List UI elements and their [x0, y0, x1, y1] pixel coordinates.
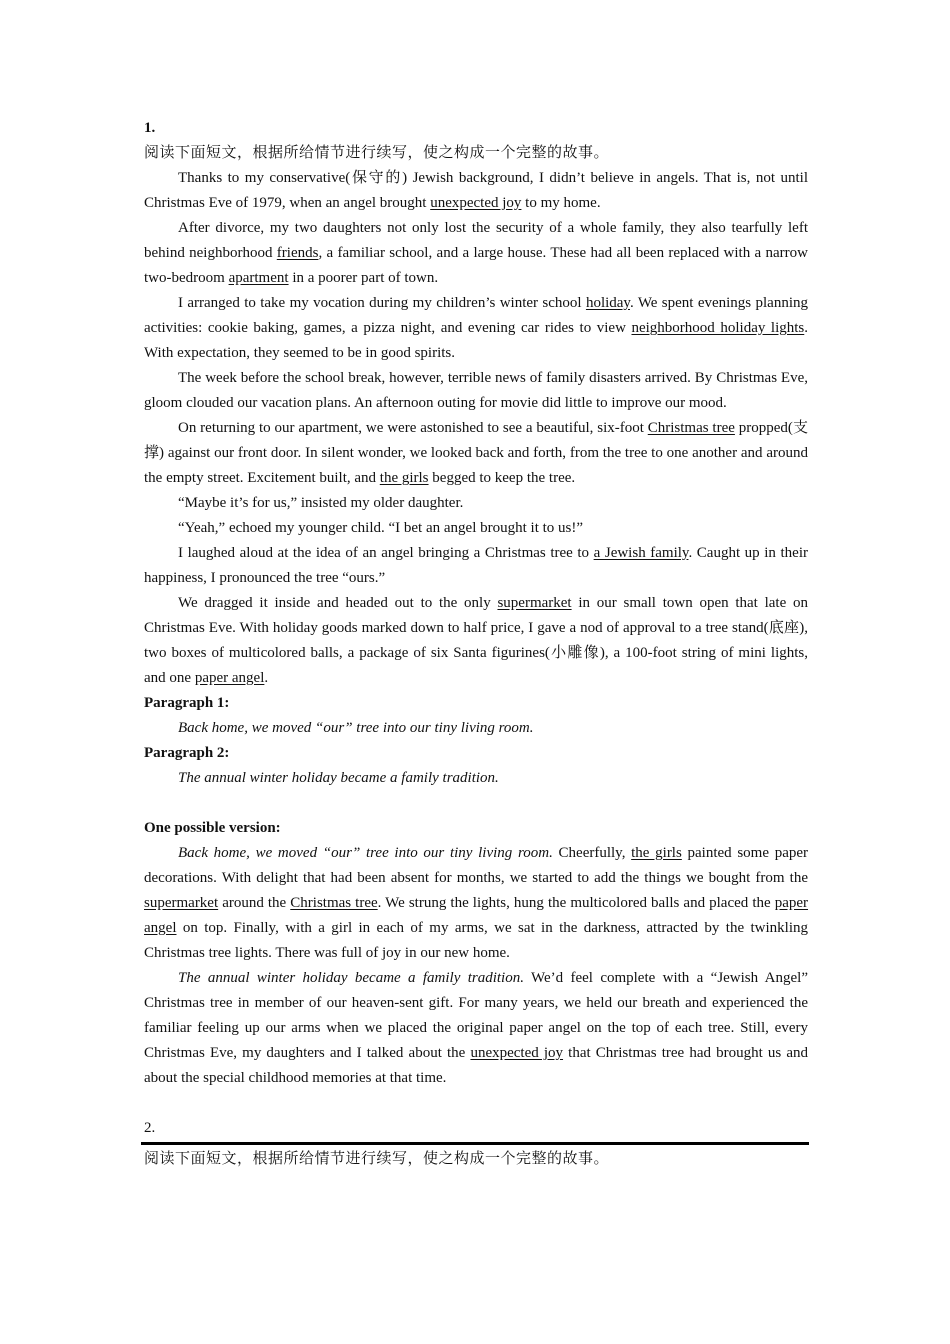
text-run: “Maybe it’s for us,” insisted my older daughter. [178, 495, 464, 511]
underlined-phrase: unexpected joy [430, 195, 522, 211]
text-run: . We spent evenings planning activities: cookie baking, games, a pizza night, and evening car rides to view [144, 295, 809, 336]
underlined-phrase: holiday [585, 295, 630, 311]
text-run: After divorce, my two daughters not only lost the security of a whole family, they also tearfully left behind neighborhood [144, 220, 808, 261]
text-run: in our small town open that late on Christmas Eve. With holiday goods marked down to half price, I gave a nod of approval to a tree stand(底座), two boxes of multicolored balls, a package of six Santa figurines(小雕像), a 100-foot string of mini lights, and one [144, 595, 808, 686]
underlined-phrase: supermarket [144, 895, 219, 911]
question-2-instruction: 阅读下面短文，根据所给情节进行续写，使之构成一个完整的故事。 [144, 1151, 610, 1167]
underlined-phrase: paper angel [144, 895, 809, 936]
text-run: . Caught up in their happiness, I pronounced the tree “ours.” [144, 545, 808, 586]
text-run: “Yeah,” echoed my younger child. “I bet an angel brought it to us!” [178, 520, 584, 536]
text-run: The week before the school break, however, terrible news of family disasters arrived. By Christmas Eve, gloom clouded our vacation plans. An afternoon outing for movie did little to improve our mood. [144, 370, 808, 411]
paragraph-1-prompt: Back home, we moved “our” tree into our tiny living room. [178, 720, 534, 736]
underlined-phrase: Christmas tree [290, 895, 378, 911]
underlined-phrase: neighborhood holiday lights [631, 320, 805, 336]
divider [141, 1142, 809, 1145]
text-run: . [264, 670, 269, 686]
text-run: We’d feel complete with a “Jewish Angel” Christmas tree in member of our heaven-sent gift. For many years, we held our breath and experienced the familiar feeling up our arms when we placed the original paper angel on the top of each tree. Still, every Christmas Eve, my daughters and I talked about the [144, 970, 808, 1061]
text-run: We dragged it inside and headed out to the only [178, 595, 498, 611]
paragraph-2-prompt: The annual winter holiday became a family tradition. [178, 770, 499, 786]
text-run: painted some paper decorations. With delight that had been absent for months, we started to add the things we bought from the [144, 845, 809, 886]
passage-paragraph [144, 216, 808, 291]
passage-paragraph [144, 516, 808, 541]
italic-prompt-text: The annual winter holiday became a family tradition. [178, 970, 524, 986]
text-run: I laughed aloud at the idea of an angel bringing a Christmas tree to [178, 545, 594, 561]
text-run: begged to keep the tree. [428, 470, 576, 486]
underlined-phrase: the girls [631, 845, 682, 861]
question-2-number: 2. [144, 1120, 156, 1136]
text-run: to my home. [521, 195, 601, 211]
spacer [144, 1091, 808, 1116]
question-1-number: 1. [144, 120, 156, 136]
underlined-phrase: Christmas tree [647, 420, 735, 436]
passage-paragraph [144, 291, 808, 366]
passage-paragraph [144, 166, 808, 216]
underlined-phrase: paper angel [194, 670, 265, 686]
text-run: in a poorer part of town. [288, 270, 439, 286]
version-paragraph [144, 841, 808, 966]
version-label: One possible version: [144, 820, 281, 836]
underlined-phrase: apartment [228, 270, 289, 286]
text-run: On returning to our apartment, we were astonished to see a beautiful, six-foot [178, 420, 648, 436]
text-run: around the [218, 895, 291, 911]
underlined-phrase: a Jewish family [593, 545, 689, 561]
paragraph-2-label: Paragraph 2: [144, 745, 230, 761]
underlined-phrase: the girls [379, 470, 429, 486]
text-run: on top. Finally, with a girl in each of my arms, we sat in the darkness, attracted by the twinkling Christmas tree lights. There was full of joy in our new home. [144, 920, 808, 961]
passage [144, 166, 808, 691]
passage-paragraph [144, 366, 808, 416]
text-run: Thanks to my conservative(保守的) Jewish background, I didn’t believe in angels. That is, not until Christmas Eve of 1979, when an angel brought [144, 170, 808, 211]
text-run: , a familiar school, and a large house. These had all been replaced with a narrow two-bedroom [144, 245, 808, 286]
document-page [144, 116, 808, 1172]
text-run: that Christmas tree had brought us and about the special childhood memories at that time. [144, 1045, 809, 1086]
text-run: I arranged to take my vocation during my children’s winter school [178, 295, 586, 311]
underlined-phrase: friends [276, 245, 319, 261]
paragraph-1-label: Paragraph 1: [144, 695, 230, 711]
text-run: Cheerfully, [552, 845, 632, 861]
text-run: . With expectation, they seemed to be in good spirits. [144, 320, 808, 361]
underlined-phrase: unexpected joy [470, 1045, 564, 1061]
question-1-instruction: 阅读下面短文，根据所给情节进行续写，使之构成一个完整的故事。 [144, 145, 610, 161]
version-paragraph [144, 966, 808, 1091]
passage-paragraph [144, 491, 808, 516]
text-run: . We strung the lights, hung the multicolored balls and placed the [377, 895, 775, 911]
italic-prompt-text: Back home, we moved “our” tree into our tiny living room. [178, 845, 553, 861]
spacer [144, 791, 808, 816]
passage-paragraph [144, 591, 808, 691]
text-run: propped(支撑) against our front door. In silent wonder, we looked back and forth, from the tree to one another and around the empty street. Excitement built, and [144, 420, 808, 486]
passage-paragraph [144, 416, 808, 491]
passage-paragraph [144, 541, 808, 591]
underlined-phrase: supermarket [497, 595, 572, 611]
